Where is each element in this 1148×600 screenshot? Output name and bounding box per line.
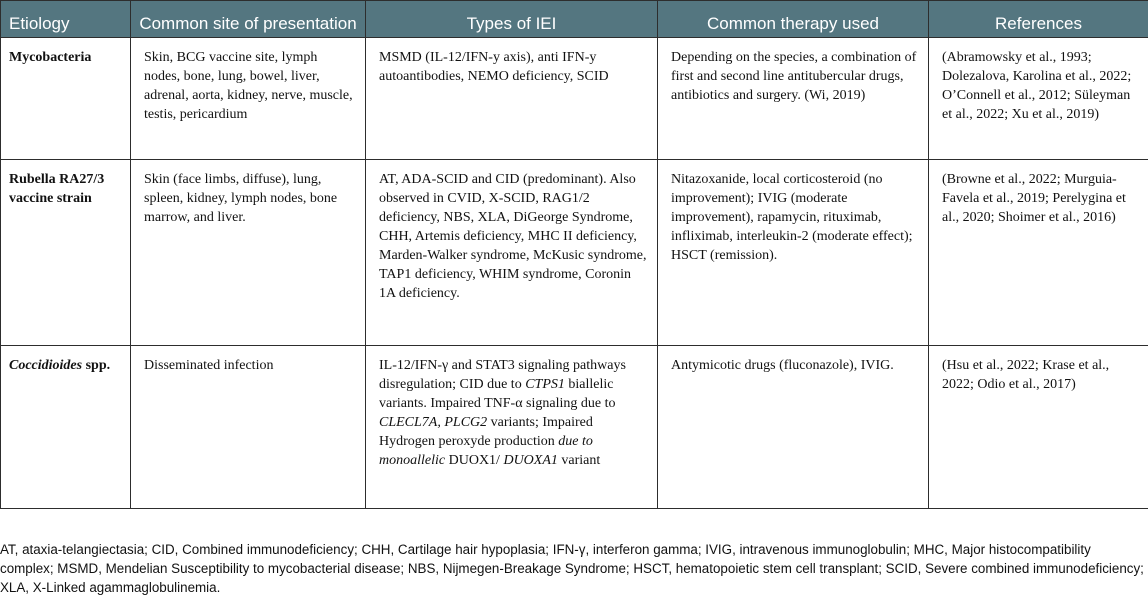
therapy-cell: Antymicotic drugs (fluconazole), IVIG. xyxy=(658,346,929,509)
header-therapy: Common therapy used xyxy=(658,1,929,38)
gene-name: CLECL7A, PLCG2 xyxy=(379,415,488,430)
table-footnote: AT, ataxia-telangiectasia; CID, Combined immunodeficiency; CHH, Cartilage hair hypoplasia; IFN-γ, interferon gamma; IVIG, intravenous immunoglobulin; MHC, Major histocompatibility complex; MSMD, Mendelian Susceptibility to mycobacterial disease; NBS, Nijmegen-Breakage Syndrome; HSCT, hematopoietic stem cell transplant; SCID, Severe combined immunodeficiency; XLA, X-Linked agammaglobulinemia. xyxy=(0,542,1144,595)
etiology-cell: Rubella RA27/3 vaccine strain xyxy=(1,160,131,346)
etiology-suffix: spp. xyxy=(82,358,111,373)
site-cell: Disseminated infection xyxy=(131,346,366,509)
etiology-cell xyxy=(1,346,131,509)
header-iei-types: Types of IEI xyxy=(366,1,658,38)
iei-text: DUOX1/ xyxy=(445,453,504,468)
iei-text: biallelic variants. Impaired TNF-α signaling due to xyxy=(379,377,616,411)
etiology-genus: Coccidioides xyxy=(9,358,83,373)
iei-text: IL-12/IFN-γ and STAT3 signaling pathways disregulation; CID due to xyxy=(379,358,626,392)
header-references: References xyxy=(929,1,1148,38)
references-cell: (Abramowsky et al., 1993; Dolezalova, Karolina et al., 2022; O’Connell et al., 2012; Süleyman et al., 2022; Xu et al., 2019) xyxy=(929,38,1148,160)
iei-italic-text: due to monoallelic xyxy=(379,434,593,468)
therapy-cell: Nitazoxanide, local corticosteroid (no improvement); IVIG (moderate improvement), rapamycin, rituximab, infliximab, interleukin-2 (moderate effect); HSCT (remission). xyxy=(658,160,929,346)
table-row xyxy=(1,38,1148,160)
iei-cell: MSMD (IL-12/IFN-y axis), anti IFN-y autoantibodies, NEMO deficiency, SCID xyxy=(366,38,658,160)
header-site: Common site of presentation xyxy=(131,1,366,38)
gene-name: CTPS1 xyxy=(525,377,565,392)
iei-text: variant xyxy=(557,453,601,468)
site-cell: Skin, BCG vaccine site, lymph nodes, bone, lung, bowel, liver, adrenal, aorta, kidney, nerve, muscle, testis, pericardium xyxy=(131,38,366,160)
references-cell: (Hsu et al., 2022; Krase et al., 2022; Odio et al., 2017) xyxy=(929,346,1148,509)
table-row xyxy=(1,346,1148,509)
iei-cell xyxy=(366,346,658,509)
references-cell: (Browne et al., 2022; Murguia-Favela et al., 2019; Perelygina et al., 2020; Shoimer et al., 2016) xyxy=(929,160,1148,346)
etiology-cell: Mycobacteria xyxy=(1,38,131,160)
iei-cell: AT, ADA-SCID and CID (predominant). Also observed in CVID, X-SCID, RAG1/2 deficiency, NBS, XLA, DiGeorge Syndrome, CHH, Artemis deficiency, MHC II deficiency, Marden-Walker syndrome, McKusic syndrome, TAP1 deficiency, WHIM syndrome, Coronin 1A deficiency. xyxy=(366,160,658,346)
site-cell: Skin (face limbs, diffuse), lung, spleen, kidney, lymph nodes, bone marrow, and liver. xyxy=(131,160,366,346)
gene-name: DUOXA1 xyxy=(503,453,558,468)
table-row xyxy=(1,160,1148,346)
iei-text: variants; Impaired Hydrogen peroxyde production xyxy=(379,415,593,449)
header-etiology: Etiology xyxy=(1,1,131,38)
header-row xyxy=(1,1,1148,38)
therapy-cell: Depending on the species, a combination of first and second line antitubercular drugs, antibiotics and surgery. (Wi, 2019) xyxy=(658,38,929,160)
